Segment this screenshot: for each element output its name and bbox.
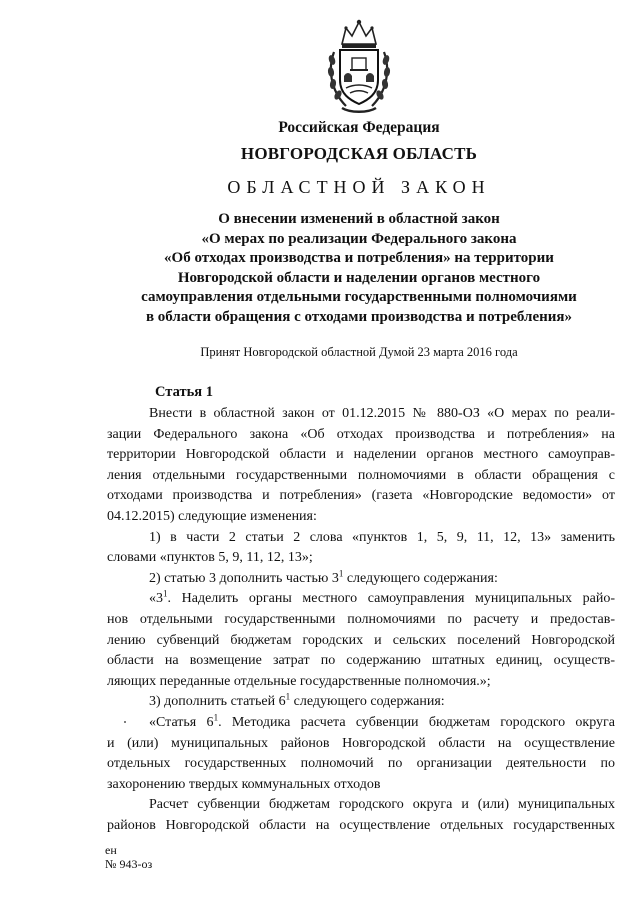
text-line	[107, 713, 615, 734]
title-line: О внесении изменений в областной закон	[218, 211, 500, 227]
superscript: 1	[338, 568, 344, 579]
document-footer	[105, 843, 152, 871]
superscript: 1	[163, 589, 168, 599]
title-line: самоуправления отдельными государственными полномочиями	[141, 289, 577, 305]
text-line: 04.12.2015) следующие изменения:	[107, 508, 317, 524]
text-line: отходами производства и потребления» (газета «Новгородские ведомости» от	[107, 488, 615, 504]
article-heading: Статья 1	[155, 384, 213, 400]
executor-initials: ен	[105, 843, 117, 857]
text-fragment: . Методика расчета субвенции бюджетам городского округа	[218, 714, 615, 730]
text-line: территории Новгородской области и наделении органов местного самоуправ-	[107, 447, 615, 463]
text-fragment: 3) дополнить статьей 6	[149, 694, 286, 710]
document-type: ОБЛАСТНОЙ ЗАКОН	[227, 177, 491, 197]
text-line: зации Федерального закона «Об отходах производства и потребления» на	[107, 426, 615, 442]
text-line: словами «пунктов 5, 9, 11, 12, 13»;	[107, 550, 313, 566]
text-line: лению субвенций бюджетам городских и сельских поселений Новгородской	[107, 632, 615, 648]
title-line: «О мерах по реализации Федерального закона	[201, 230, 517, 247]
text-line	[107, 569, 615, 590]
law-number: № 943-оз	[105, 857, 153, 871]
text-fragment: . Наделить органы местного самоуправления муниципальных райо-	[167, 591, 615, 607]
text-line: Расчет субвенции бюджетам городского округа и (или) муниципальных	[149, 797, 615, 813]
text-line: и (или) муниципальных районов Новгородской области на осуществление	[107, 735, 615, 751]
text-line: районов Новгородской области на осуществление отдельных государственных	[107, 817, 615, 833]
text-line: отдельных государственных полномочий по организации деятельности по	[107, 756, 615, 772]
text-line	[107, 589, 615, 610]
scan-speck	[124, 721, 126, 723]
adoption-note: Принят Новгородской областной Думой 23 марта 2016 года	[200, 345, 518, 359]
text-fragment: «3	[149, 591, 163, 607]
title-line: Новгородской области и наделении органов местного	[177, 269, 541, 286]
text-line	[107, 692, 615, 713]
text-line: 1) в части 2 статьи 2 слова «пунктов 1, 5, 9, 11, 12, 13» заменить	[149, 529, 615, 545]
coat-of-arms-emblem	[324, 18, 394, 118]
superscript: 1	[213, 712, 219, 723]
title-line: «Об отходах производства и потребления» на территории	[164, 250, 554, 266]
text-fragment: следующего содержания:	[343, 570, 498, 586]
text-fragment: «Статья 6	[149, 714, 214, 730]
text-line: Внести в областной закон от 01.12.2015 № 880-ОЗ «О мерах по реали-	[149, 406, 615, 421]
text-line: ления отдельными государственными полномочиями в области обращения с	[107, 467, 615, 483]
text-line: области на возмещение затрат по содержанию штатных единиц, осуществ-	[107, 653, 615, 669]
region-name: НОВГОРОДСКАЯ ОБЛАСТЬ	[240, 144, 478, 163]
text-fragment: следующего содержания:	[290, 694, 445, 710]
superscript: 1	[285, 692, 291, 702]
text-line: захоронению твердых коммунальных отходов	[107, 776, 381, 792]
text-line: ляющих переданные отдельные государственные полномочия.»;	[107, 673, 491, 689]
text-fragment: 2) статью 3 дополнить частью 3	[149, 570, 339, 586]
title-line: в области обращения с отходами производства и потребления»	[145, 308, 573, 325]
text-line: нов отдельными государственными полномочиями по расчету и предостав-	[107, 611, 615, 627]
article-body	[107, 404, 615, 836]
country-name: Российская Федерация	[278, 119, 440, 136]
law-title	[100, 210, 618, 327]
